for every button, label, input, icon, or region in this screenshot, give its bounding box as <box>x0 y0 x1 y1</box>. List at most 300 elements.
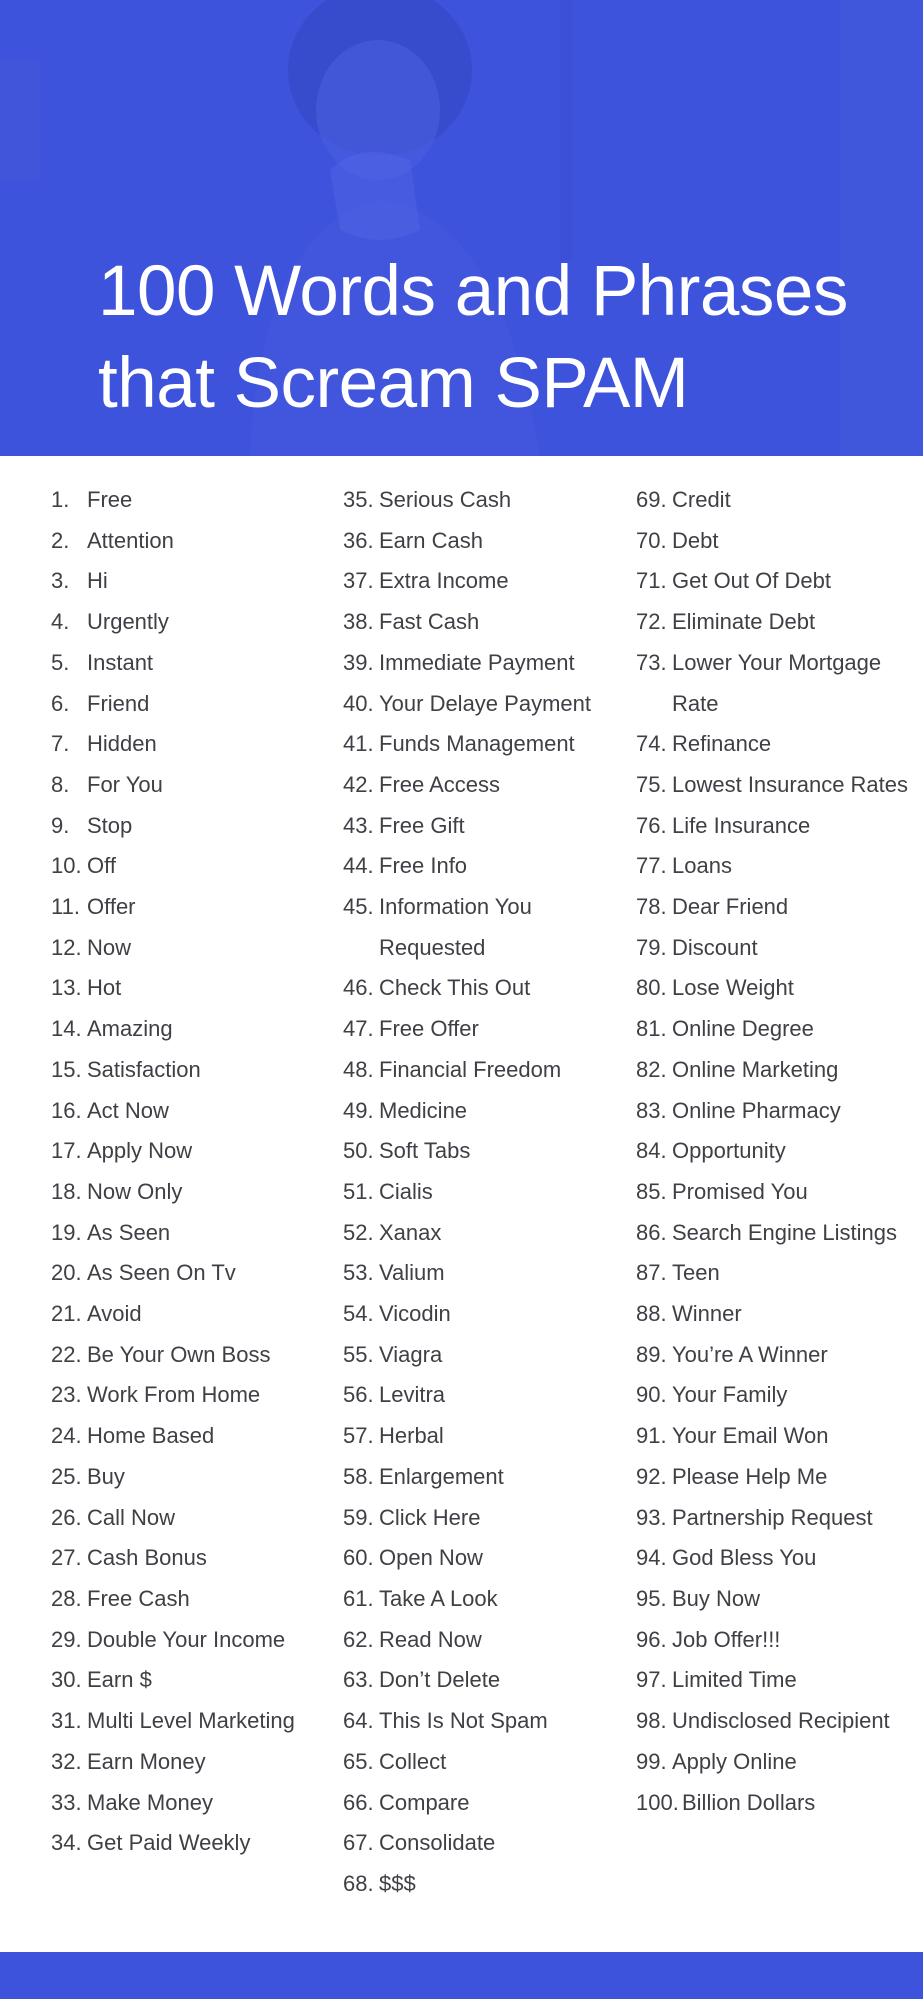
item-number: 79. <box>636 934 667 960</box>
list-item <box>343 1213 613 1254</box>
list-item <box>51 1091 311 1132</box>
item-number: 37. <box>343 568 374 594</box>
list-item <box>343 846 613 887</box>
item-label: Get Paid Weekly <box>87 1830 251 1856</box>
item-label: Lowest Insurance Rates <box>672 771 909 797</box>
item-number: 16. <box>51 1097 82 1123</box>
list-item <box>636 1335 916 1376</box>
item-number: 11. <box>51 894 80 920</box>
item-label: Satisfaction <box>87 1056 201 1082</box>
list-item <box>343 1660 613 1701</box>
item-number: 56. <box>343 1382 374 1408</box>
item-label: Extra Income <box>379 568 509 594</box>
item-number: 71. <box>636 568 667 594</box>
item-label: Your Family <box>672 1382 788 1408</box>
list-item <box>636 1579 916 1620</box>
item-label: Don’t Delete <box>379 1667 501 1693</box>
item-number: 59. <box>343 1504 374 1530</box>
item-label: Debt <box>672 527 719 553</box>
list-item <box>51 887 311 928</box>
item-label: Undisclosed Recipient <box>672 1708 890 1734</box>
list-item <box>51 1416 311 1457</box>
item-number: 73. <box>636 649 667 675</box>
list-item <box>343 1538 613 1579</box>
item-number: 12. <box>51 934 82 960</box>
item-number: 68. <box>343 1870 374 1896</box>
item-label: Act Now <box>87 1097 169 1123</box>
item-label: Get Out Of Debt <box>672 568 831 594</box>
item-number: 29. <box>51 1626 82 1652</box>
list-item <box>636 480 916 521</box>
item-label: Collect <box>379 1748 447 1774</box>
item-label: Partnership Request <box>672 1504 873 1530</box>
item-number: 54. <box>343 1301 374 1327</box>
list-item <box>343 643 613 684</box>
item-number: 85. <box>636 1178 667 1204</box>
item-number: 5. <box>51 649 70 675</box>
list-item <box>636 846 916 887</box>
list-item <box>636 1783 916 1824</box>
item-label: Soft Tabs <box>379 1138 471 1164</box>
item-number: 58. <box>343 1463 374 1489</box>
item-number: 64. <box>343 1708 374 1734</box>
item-number: 82. <box>636 1056 667 1082</box>
item-label: Please Help Me <box>672 1463 828 1489</box>
item-label: Free Offer <box>379 1016 479 1042</box>
item-label: Hi <box>87 568 108 594</box>
item-number: 28. <box>51 1585 82 1611</box>
list-item <box>51 684 311 725</box>
list-item <box>636 1742 916 1783</box>
item-number: 80. <box>636 975 667 1001</box>
item-label: Credit <box>672 487 731 512</box>
list-item <box>636 1457 916 1498</box>
item-label: Compare <box>379 1789 470 1815</box>
item-number: 19. <box>51 1219 82 1245</box>
item-label: Hot <box>87 975 122 1001</box>
item-number: 20. <box>51 1260 82 1286</box>
list-item <box>51 1783 311 1824</box>
item-number: 15. <box>51 1056 82 1082</box>
item-number: 41. <box>343 731 374 757</box>
item-label: This Is Not Spam <box>379 1708 548 1734</box>
item-number: 39. <box>343 649 374 675</box>
footer-bar <box>0 1952 923 1999</box>
item-label: You’re A Winner <box>672 1341 828 1367</box>
item-label: God Bless You <box>672 1545 817 1571</box>
item-label: Online Degree <box>672 1016 814 1042</box>
item-label: Search Engine Listings <box>672 1219 898 1245</box>
item-label: Free <box>87 487 133 512</box>
item-label: $$$ <box>379 1870 416 1896</box>
item-label: Cash Bonus <box>87 1545 207 1571</box>
list-item <box>51 561 311 602</box>
item-number: 7. <box>51 731 70 757</box>
item-label: Viagra <box>379 1341 443 1367</box>
item-number: 30. <box>51 1667 82 1693</box>
item-number: 50. <box>343 1138 374 1164</box>
list-item <box>343 1742 613 1783</box>
item-label: Dear Friend <box>672 894 789 920</box>
item-label: Free Cash <box>87 1585 190 1611</box>
item-label: Now Only <box>87 1178 183 1204</box>
item-number: 44. <box>343 853 374 879</box>
item-number: 13. <box>51 975 82 1001</box>
item-number: 69. <box>636 487 667 512</box>
list-item <box>51 1294 311 1335</box>
item-label: Billion Dollars <box>682 1789 816 1815</box>
list-item <box>343 1783 613 1824</box>
item-number: 2. <box>51 527 70 553</box>
item-label: Lose Weight <box>672 975 794 1001</box>
list-item <box>636 928 916 969</box>
item-label: Valium <box>379 1260 445 1286</box>
list-item <box>636 887 916 928</box>
item-number: 65. <box>343 1748 374 1774</box>
item-label: Work From Home <box>87 1382 261 1408</box>
item-label: Job Offer!!! <box>672 1626 781 1652</box>
list-item <box>636 968 916 1009</box>
list-column-1 <box>51 480 311 1864</box>
list-item <box>343 1253 613 1294</box>
item-number: 52. <box>343 1219 374 1245</box>
item-number: 88. <box>636 1301 667 1327</box>
item-label: Fast Cash <box>379 609 480 635</box>
item-label: Offer <box>87 894 136 920</box>
item-label: Free Access <box>379 771 501 797</box>
item-number: 45. <box>343 894 374 920</box>
item-number: 3. <box>51 568 70 594</box>
item-label: For You <box>87 771 163 797</box>
item-label: Loans <box>672 853 732 879</box>
list-item <box>636 1253 916 1294</box>
list-item <box>51 765 311 806</box>
item-label: Opportunity <box>672 1138 786 1164</box>
list-item <box>636 521 916 562</box>
item-label: Buy <box>87 1463 125 1489</box>
item-number: 26. <box>51 1504 82 1530</box>
item-number: 60. <box>343 1545 374 1571</box>
item-label: Eliminate Debt <box>672 609 816 635</box>
list-item <box>343 684 613 725</box>
item-number: 14. <box>51 1016 82 1042</box>
item-number: 63. <box>343 1667 374 1693</box>
list-item <box>51 602 311 643</box>
item-label: Check This Out <box>379 975 531 1001</box>
page-title <box>98 246 848 430</box>
list-item <box>343 1701 613 1742</box>
item-number: 22. <box>51 1341 82 1367</box>
item-label: Herbal <box>379 1423 444 1449</box>
item-label: Open Now <box>379 1545 483 1571</box>
list-item <box>343 724 613 765</box>
item-label: As Seen On Tv <box>87 1260 236 1286</box>
list-item <box>51 1172 311 1213</box>
list-item <box>51 1538 311 1579</box>
item-label: Call Now <box>87 1504 176 1530</box>
item-number: 48. <box>343 1056 374 1082</box>
item-label: Apply Online <box>672 1748 797 1774</box>
list-item <box>51 1335 311 1376</box>
item-number: 6. <box>51 690 70 716</box>
item-label: Now <box>87 934 132 960</box>
list-item <box>636 1131 916 1172</box>
list-item <box>636 1009 916 1050</box>
item-label: Multi Level Marketing <box>87 1708 295 1734</box>
item-number: 27. <box>51 1545 82 1571</box>
item-label: Your Email Won <box>672 1423 829 1449</box>
item-number: 100. <box>636 1789 679 1815</box>
list-item <box>636 1375 916 1416</box>
list-item <box>343 1620 613 1661</box>
item-label: Click Here <box>379 1504 481 1530</box>
item-number: 43. <box>343 812 374 838</box>
item-label: Free Gift <box>379 812 465 838</box>
item-number: 93. <box>636 1504 667 1530</box>
list-item <box>51 1498 311 1539</box>
item-number: 83. <box>636 1097 667 1123</box>
list-item <box>51 1009 311 1050</box>
list-item <box>51 1701 311 1742</box>
item-number: 77. <box>636 853 667 879</box>
item-label: Refinance <box>672 731 772 757</box>
list-item <box>636 765 916 806</box>
item-label: Earn $ <box>87 1667 152 1693</box>
item-number: 97. <box>636 1667 667 1693</box>
list-item <box>343 1172 613 1213</box>
list-item <box>636 1213 916 1254</box>
list-item <box>636 724 916 765</box>
list-item <box>343 602 613 643</box>
item-number: 78. <box>636 894 667 920</box>
item-number: 31. <box>51 1708 82 1734</box>
item-label: Limited Time <box>672 1667 797 1693</box>
item-number: 10. <box>51 853 82 879</box>
item-label: Enlargement <box>379 1463 504 1489</box>
item-label: Amazing <box>87 1016 173 1042</box>
item-number: 21. <box>51 1301 82 1327</box>
item-number: 51. <box>343 1178 374 1204</box>
item-number: 76. <box>636 812 667 838</box>
list-item <box>51 1050 311 1091</box>
list-item <box>51 1742 311 1783</box>
item-number: 67. <box>343 1830 374 1856</box>
item-number: 24. <box>51 1423 82 1449</box>
list-item <box>51 1131 311 1172</box>
item-label: Xanax <box>379 1219 442 1245</box>
list-item <box>636 1660 916 1701</box>
item-label: Your Delaye Payment <box>379 690 591 716</box>
item-label: Take A Look <box>379 1585 498 1611</box>
list-item <box>51 1375 311 1416</box>
list-item <box>343 1823 613 1864</box>
item-label: Levitra <box>379 1382 446 1408</box>
item-number: 46. <box>343 975 374 1001</box>
list-item <box>636 602 916 643</box>
item-number: 62. <box>343 1626 374 1652</box>
list-item <box>343 1009 613 1050</box>
list-item <box>343 1050 613 1091</box>
item-number: 81. <box>636 1016 667 1042</box>
list-item <box>343 1131 613 1172</box>
item-number: 35. <box>343 487 374 512</box>
item-number: 42. <box>343 771 374 797</box>
item-number: 9. <box>51 812 70 838</box>
item-number: 66. <box>343 1789 374 1815</box>
item-number: 18. <box>51 1178 82 1204</box>
item-label: Earn Cash <box>379 527 483 553</box>
list-item <box>51 1579 311 1620</box>
item-number: 99. <box>636 1748 667 1774</box>
item-number: 8. <box>51 771 70 797</box>
item-number: 90. <box>636 1382 667 1408</box>
list-item <box>636 1416 916 1457</box>
list-item <box>343 1416 613 1457</box>
item-number: 4. <box>51 609 70 635</box>
list-item <box>343 1375 613 1416</box>
item-label: Vicodin <box>379 1301 451 1327</box>
list-item <box>343 561 613 602</box>
list-item <box>636 806 916 847</box>
item-number: 55. <box>343 1341 374 1367</box>
item-number: 95. <box>636 1585 667 1611</box>
item-number: 49. <box>343 1097 374 1123</box>
title-line-1: 100 Words and Phrases <box>98 252 848 331</box>
item-label: Instant <box>87 649 154 675</box>
list-item <box>636 1091 916 1132</box>
list-item <box>343 806 613 847</box>
item-number: 57. <box>343 1423 374 1449</box>
list-item <box>343 1091 613 1132</box>
list-item <box>51 968 311 1009</box>
spam-phrase-list <box>0 480 923 1960</box>
list-item <box>343 1579 613 1620</box>
item-number: 91. <box>636 1423 667 1449</box>
item-label: Urgently <box>87 609 169 635</box>
item-number: 33. <box>51 1789 82 1815</box>
item-label: Information You Requested <box>379 894 532 960</box>
list-item <box>51 1620 311 1661</box>
list-item <box>343 1335 613 1376</box>
item-label: Winner <box>672 1301 742 1327</box>
title-line-2: that Scream SPAM <box>98 344 689 423</box>
list-item <box>51 1253 311 1294</box>
item-number: 40. <box>343 690 374 716</box>
item-label: Medicine <box>379 1097 468 1123</box>
list-item <box>343 765 613 806</box>
item-label: Free Info <box>379 853 468 879</box>
list-item <box>636 643 916 724</box>
item-label: Teen <box>672 1260 720 1286</box>
item-label: Lower Your Mortgage Rate <box>672 649 882 716</box>
list-item <box>51 521 311 562</box>
item-number: 53. <box>343 1260 374 1286</box>
item-label: Discount <box>672 934 758 960</box>
list-item <box>51 806 311 847</box>
item-label: Online Marketing <box>672 1056 839 1082</box>
item-number: 92. <box>636 1463 667 1489</box>
list-item <box>636 1172 916 1213</box>
item-label: Life Insurance <box>672 812 811 838</box>
item-label: Hidden <box>87 731 157 757</box>
list-item <box>51 846 311 887</box>
item-label: Off <box>87 853 116 879</box>
item-number: 74. <box>636 731 667 757</box>
list-item <box>51 1213 311 1254</box>
list-item <box>636 1498 916 1539</box>
list-item <box>343 968 613 1009</box>
item-label: Double Your Income <box>87 1626 286 1652</box>
item-number: 23. <box>51 1382 82 1408</box>
item-number: 86. <box>636 1219 667 1245</box>
item-label: Home Based <box>87 1423 215 1449</box>
list-item <box>343 1498 613 1539</box>
item-number: 1. <box>51 487 70 512</box>
list-item <box>51 1823 311 1864</box>
item-label: Attention <box>87 527 174 553</box>
list-item <box>636 561 916 602</box>
list-column-2 <box>343 480 613 1905</box>
item-label: Stop <box>87 812 133 838</box>
item-label: Cialis <box>379 1178 433 1204</box>
item-number: 87. <box>636 1260 667 1286</box>
item-label: Read Now <box>379 1626 482 1652</box>
item-label: Consolidate <box>379 1830 496 1856</box>
list-item <box>343 1864 613 1905</box>
list-item <box>51 1660 311 1701</box>
item-label: Buy Now <box>672 1585 761 1611</box>
item-number: 84. <box>636 1138 667 1164</box>
item-number: 47. <box>343 1016 374 1042</box>
item-number: 89. <box>636 1341 667 1367</box>
list-column-3 <box>636 480 916 1823</box>
list-item <box>51 724 311 765</box>
item-label: As Seen <box>87 1219 171 1245</box>
item-number: 72. <box>636 609 667 635</box>
item-number: 17. <box>51 1138 82 1164</box>
item-number: 61. <box>343 1585 374 1611</box>
list-item <box>51 1457 311 1498</box>
list-item <box>636 1050 916 1091</box>
item-number: 32. <box>51 1748 82 1774</box>
item-label: Serious Cash <box>379 487 512 512</box>
list-item <box>343 887 613 968</box>
item-label: Make Money <box>87 1789 213 1815</box>
item-label: Earn Money <box>87 1748 206 1774</box>
list-item <box>51 928 311 969</box>
item-number: 36. <box>343 527 374 553</box>
list-item <box>343 480 613 521</box>
item-number: 34. <box>51 1830 82 1856</box>
item-label: Financial Freedom <box>379 1056 562 1082</box>
list-item <box>343 1294 613 1335</box>
item-label: Apply Now <box>87 1138 193 1164</box>
item-label: Funds Management <box>379 731 575 757</box>
item-number: 25. <box>51 1463 82 1489</box>
hero-banner <box>0 0 923 456</box>
item-number: 70. <box>636 527 667 553</box>
item-number: 96. <box>636 1626 667 1652</box>
item-label: Promised You <box>672 1178 808 1204</box>
item-label: Be Your Own Boss <box>87 1341 271 1367</box>
item-number: 38. <box>343 609 374 635</box>
item-label: Avoid <box>87 1301 142 1327</box>
list-item <box>343 521 613 562</box>
list-item <box>636 1620 916 1661</box>
list-item <box>51 480 311 521</box>
item-number: 94. <box>636 1545 667 1571</box>
item-number: 98. <box>636 1708 667 1734</box>
